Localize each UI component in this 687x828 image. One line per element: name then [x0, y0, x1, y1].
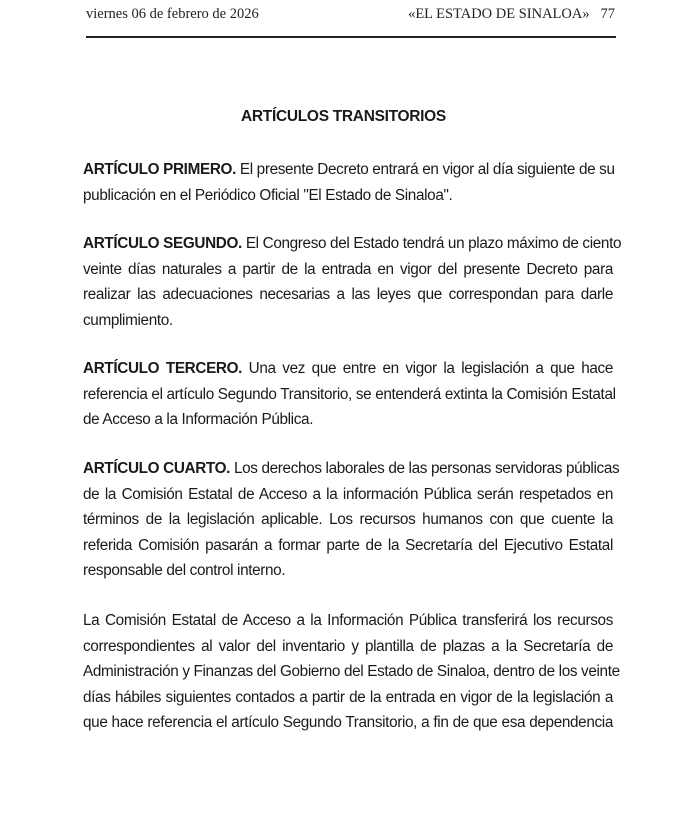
article-text: responsable del control interno. — [83, 562, 286, 579]
article-text: referida Comisión pasarán a formar parte de la Secretaría del Ejecutivo Estatal — [83, 536, 613, 554]
article-text: de Acceso a la Información Pública. — [83, 411, 314, 428]
article-text: términos de la legislación aplicable. Los recursos humanos con que cuente la — [83, 511, 613, 528]
paragraph-line: correspondientes al valor del inventario y plantilla de plazas a la Secretaría de — [83, 637, 613, 655]
header-publication — [408, 6, 615, 23]
article-text: Los derechos laborales de las personas servidoras públicas — [230, 460, 620, 477]
header-rule — [86, 36, 616, 38]
article-text: cumplimiento. — [83, 311, 173, 329]
paragraph-line: días hábiles siguientes contados a partir de la entrada en vigor de la legislación a — [83, 688, 613, 706]
page-number: 77 — [600, 6, 615, 22]
paragraph-line: que hace referencia el artículo Segundo Transitorio, a fin de que esa dependencia — [83, 714, 613, 731]
article-label: ARTÍCULO CUARTO. — [83, 460, 231, 477]
article-text: Una vez que entre en vigor la legislación a que hace — [242, 360, 613, 377]
article-segundo — [83, 231, 622, 333]
final-paragraph — [83, 608, 620, 736]
publication-name: «EL ESTADO DE SINALOA» — [408, 6, 590, 22]
header-date: viernes 06 de febrero de 2026 — [86, 6, 259, 22]
article-text: referencia el artículo Segundo Transitorio, se entenderá extinta la Comisión Estatal — [83, 385, 616, 403]
article-label: ARTÍCULO PRIMERO. — [83, 161, 236, 178]
article-cuarto — [83, 456, 620, 584]
article-text: veinte días naturales a partir de la entrada en vigor del presente Decreto para — [83, 260, 613, 278]
paragraph-line: Administración y Finanzas del Gobierno del Estado de Sinaloa, dentro de los veinte — [83, 663, 620, 680]
article-text: de la Comisión Estatal de Acceso a la información Pública serán respetados en — [83, 485, 613, 503]
article-text: El presente Decreto entrará en vigor al día siguiente de su — [235, 161, 615, 178]
article-tercero — [83, 356, 616, 433]
article-label: ARTÍCULO SEGUNDO. — [83, 235, 242, 252]
article-primero — [83, 157, 613, 208]
article-text: El Congreso del Estado tendrá un plazo máximo de ciento — [241, 235, 622, 252]
paragraph-line: La Comisión Estatal de Acceso a la Información Pública transferirá los recursos — [83, 612, 613, 629]
section-title: ARTÍCULOS TRANSITORIOS — [241, 108, 446, 125]
article-text: realizar las adecuaciones necesarias a las leyes que correspondan para darle — [83, 286, 613, 303]
article-label: ARTÍCULO TERCERO. — [83, 360, 243, 377]
article-text: publicación en el Periódico Oficial "El Estado de Sinaloa". — [83, 186, 453, 204]
